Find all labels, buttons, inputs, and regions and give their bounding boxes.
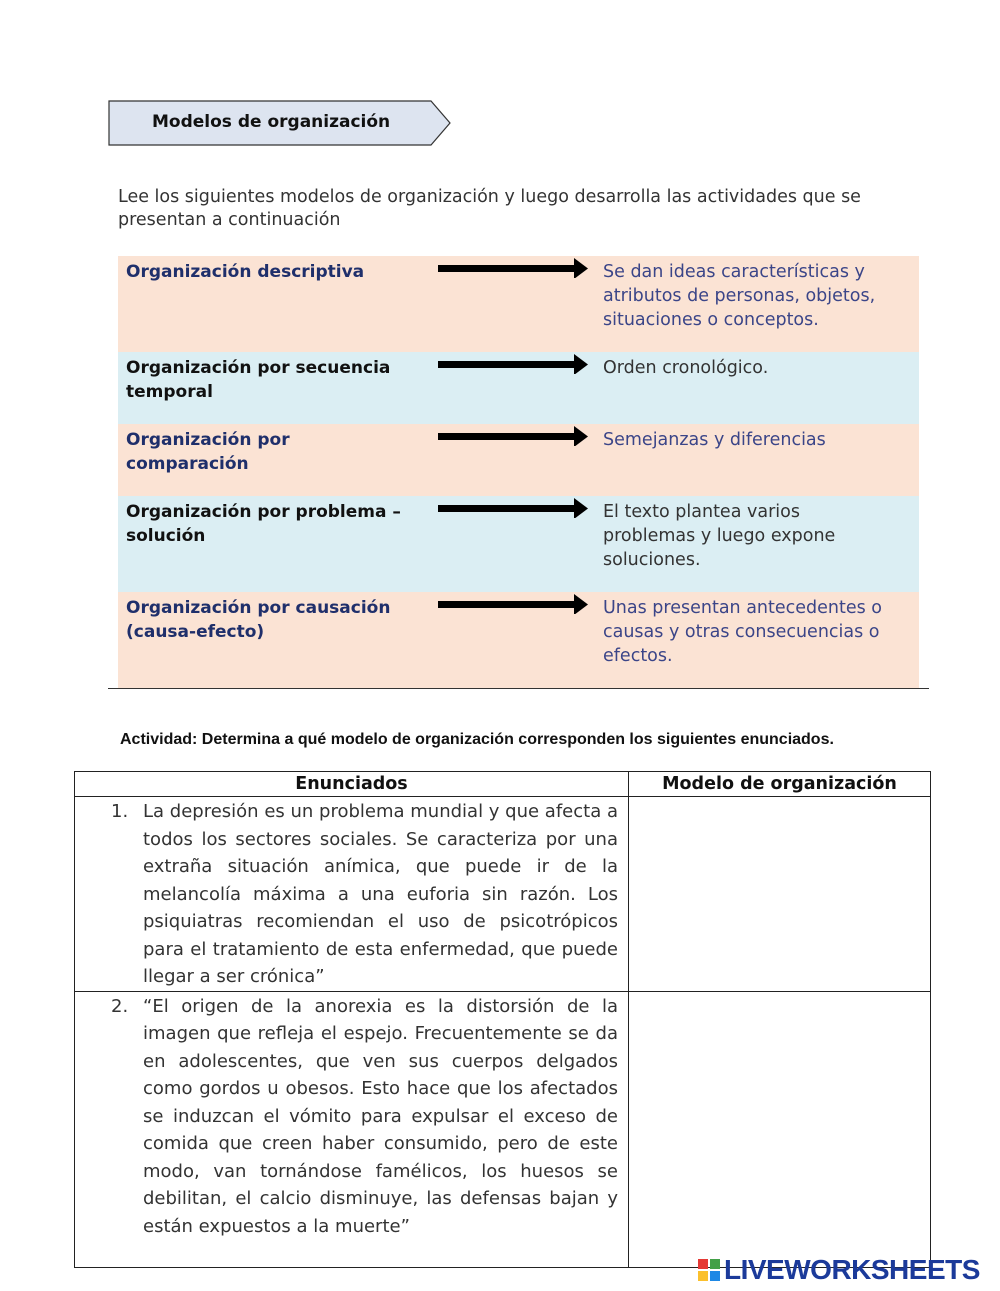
divider — [108, 688, 929, 689]
arrow-right-icon — [438, 498, 590, 518]
statement-cell — [75, 991, 629, 1267]
model-row — [118, 424, 919, 496]
model-name: Organización descriptiva — [126, 262, 365, 282]
model-name: Organización por problema – solución — [126, 502, 401, 546]
header-modelo: Modelo de organización — [629, 772, 931, 797]
banner-title: Modelos de organización — [152, 112, 391, 132]
model-row — [118, 256, 919, 352]
model-description: Semejanzas y diferencias — [603, 430, 826, 450]
logo-squares-icon — [698, 1259, 720, 1281]
arrow-right-icon — [438, 258, 590, 278]
table-row — [75, 991, 931, 1267]
model-name: Organización por comparación — [126, 430, 290, 474]
model-description: Orden cronológico. — [603, 358, 769, 378]
model-name: Organización por secuencia temporal — [126, 358, 391, 402]
model-name: Organización por causación (causa-efecto) — [126, 598, 391, 642]
table-row — [75, 797, 931, 992]
arrow-right-icon — [438, 426, 590, 446]
model-row — [118, 352, 919, 424]
table-header-row — [75, 772, 931, 797]
header-enunciados: Enunciados — [75, 772, 629, 797]
model-description: Unas presentan antecedentes o causas y otras consecuencias o efectos. — [603, 598, 883, 666]
answer-cell[interactable] — [629, 991, 931, 1267]
model-description: Se dan ideas características y atributos de personas, objetos, situaciones o conceptos. — [603, 262, 876, 330]
statement-text: “El origen de la anorexia es la distorsión de la imagen que refleja el espejo. Frecuentemente se da en adolescentes, que ven sus cuerpos delgados como gordos u obesos. Esto hace que los afectados se induzcan el vómito para expulsar el exceso de comida que creen haber consumido, pero de este modo, van tornándose famélicos, los huesos se debilitan, el calcio disminuye, las defensas bajan y están expuestos a la muerte” — [143, 995, 618, 1237]
statement-cell — [75, 797, 629, 992]
arrow-right-icon — [438, 354, 590, 374]
model-row — [118, 592, 919, 688]
logo-text: LIVEWORKSHEETS — [724, 1254, 980, 1285]
arrow-right-icon — [438, 594, 590, 614]
answer-cell[interactable] — [629, 797, 931, 992]
activity-instruction: Actividad: Determina a qué modelo de organización corresponden los siguientes enunciados. — [120, 731, 834, 748]
exercise-table — [74, 771, 931, 1268]
model-row — [118, 496, 919, 592]
statement-number: 1. — [111, 801, 129, 822]
statement-number: 2. — [111, 995, 129, 1017]
liveworksheets-logo — [698, 1255, 980, 1285]
model-description: El texto plantea varios problemas y luego expone soluciones. — [603, 502, 836, 570]
statement-text: La depresión es un problema mundial y que afecta a todos los sectores sociales. Se caracteriza por una extraña situación anímica, que puede ir de la melancolía máxima a una euforia sin razón. Los psiquiatras recomiendan el uso de psicotrópicos para el tratamiento de esta enfermedad, que puede llegar a ser crónica” — [143, 801, 618, 987]
section-banner — [108, 100, 452, 146]
intro-text: Lee los siguientes modelos de organización y luego desarrolla las actividades que se presentan a continuación — [118, 187, 861, 230]
